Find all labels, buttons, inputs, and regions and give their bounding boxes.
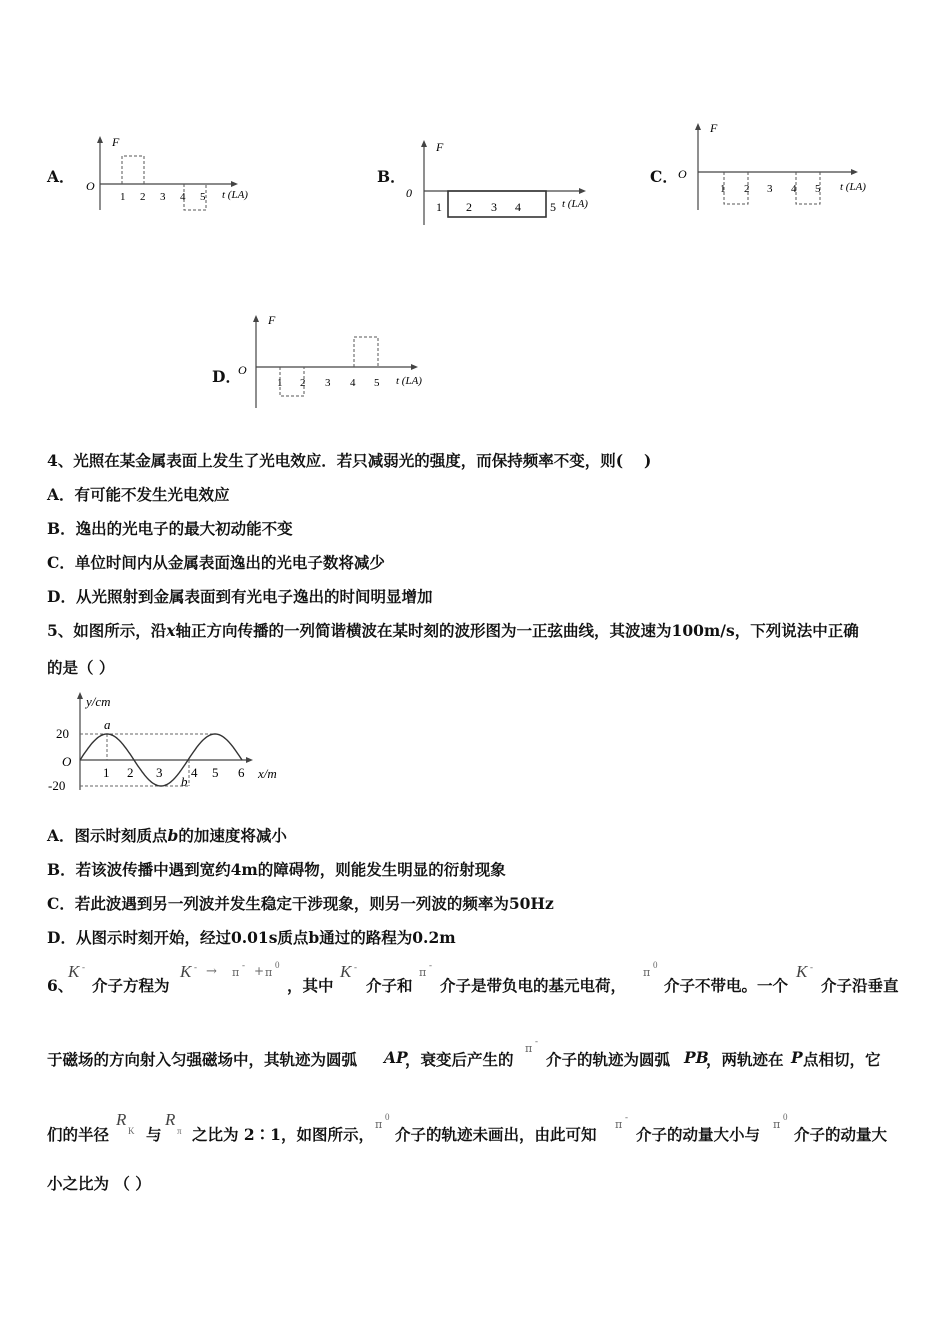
- wave-y-bottom: -20: [48, 778, 66, 793]
- q6-eq-plus: +: [254, 964, 265, 978]
- q5-option-a-text: A．图示时刻质点: [47, 826, 168, 845]
- wave-tick-1: 1: [103, 765, 110, 780]
- q6-eq-pi1: π: [232, 966, 240, 979]
- graph-b-tick-2: 2: [466, 200, 472, 214]
- q6-P: P: [791, 1048, 803, 1067]
- q6-t4: 介子是带负电的基元电荷，: [440, 976, 627, 995]
- wave-tick-6: 6: [238, 765, 245, 780]
- wave-y-top: 20: [56, 726, 69, 741]
- graph-a-axis-label: t (LA): [222, 189, 248, 201]
- q6-t8: ，衰变后产生的: [405, 1050, 514, 1069]
- q4-option-c: C．单位时间内从金属表面逸出的光电子数将减少: [47, 553, 385, 572]
- option-d-label: D．: [212, 367, 241, 386]
- q6-eq-K: K: [180, 962, 192, 981]
- q4-stem: 4、光照在某金属表面上发生了光电效应．若只减弱光的强度，而保持频率不变，则( ): [47, 451, 652, 470]
- graph-c-tick-5: 5: [815, 183, 821, 195]
- q6-t10: ，两轨迹在: [706, 1050, 784, 1069]
- q6-Rpi-sub: π: [177, 1126, 182, 1136]
- graph-a-tick-2: 2: [140, 191, 146, 203]
- graph-a: [82, 130, 272, 220]
- q6-eq-K-sup: -: [194, 962, 197, 972]
- q6-num: 6、: [47, 976, 74, 995]
- q6-t15: 介子的轨迹未画出，由此可知: [395, 1125, 597, 1144]
- q6-pi-a: π: [419, 966, 427, 979]
- wave-origin: O: [62, 754, 72, 769]
- q6-t6: 介子沿垂直: [821, 976, 899, 995]
- q6-AP: AP: [384, 1048, 408, 1067]
- q6-pi-e-sup: -: [625, 1112, 628, 1122]
- wave-tick-3: 3: [156, 765, 163, 780]
- wave-xlabel: x/m: [258, 766, 277, 781]
- graph-c-tick-1: 1: [720, 183, 726, 195]
- q6-t14: 之比为 2∶1，如图所示，: [192, 1125, 374, 1144]
- q6-eq-pi1-sup: -: [242, 960, 245, 970]
- graph-a-tick-1: 1: [120, 191, 126, 203]
- q5-option-d: D．从图示时刻开始，经过0.01s质点b通过的路程为0.2m: [47, 928, 456, 947]
- option-a-label: A．: [47, 167, 75, 186]
- graph-b: [402, 135, 612, 230]
- graph-c-axis-label: t (LA): [840, 181, 866, 193]
- graph-d-f: F: [268, 313, 276, 327]
- q6-t12: 们的半径: [47, 1125, 110, 1144]
- graph-b-axis-label: t (LA): [562, 198, 588, 210]
- graph-b-origin: 0: [406, 186, 412, 200]
- graph-b-tick-4: 4: [515, 200, 521, 214]
- q6-eq-pi2: π: [265, 966, 273, 979]
- option-c-label: C．: [650, 167, 678, 186]
- q6-pi-d-sup: 0: [385, 1112, 390, 1122]
- q4-option-d: D．从光照射到金属表面到有光电子逸出的时间明显增加: [47, 587, 433, 606]
- graph-d-origin: O: [238, 363, 247, 377]
- q6-t1: 介子方程为: [92, 976, 170, 995]
- q6-pi-a-sup: -: [429, 960, 432, 970]
- graph-c-f: F: [710, 121, 718, 135]
- q6-t9: 介子的轨迹为圆弧: [546, 1050, 671, 1069]
- wave-tick-4: 4: [191, 765, 198, 780]
- q6-pi-f-sup: 0: [783, 1112, 788, 1122]
- q6-Rpi: R: [165, 1110, 176, 1129]
- wave-point-a: a: [104, 717, 111, 732]
- option-b-label: B．: [377, 167, 406, 186]
- graph-a-origin: O: [86, 179, 95, 193]
- q6-pi-f: π: [773, 1118, 781, 1131]
- q6-t13: 与: [146, 1125, 162, 1144]
- graph-c-tick-4: 4: [791, 183, 797, 195]
- graph-d-tick-4: 4: [350, 377, 356, 389]
- q6-t5: 介子不带电。一个: [664, 976, 789, 995]
- q5-stem-line1: [47, 619, 859, 641]
- q6-K1-sup: -: [82, 962, 85, 972]
- q5-stem-part1: 5、如图所示，沿: [47, 621, 167, 640]
- graph-b-tick-5: 5: [550, 200, 556, 214]
- graph-d-tick-2: 2: [300, 377, 306, 389]
- q5-stem-line2: 的是（ ）: [47, 658, 115, 677]
- graph-c-tick-3: 3: [767, 183, 773, 195]
- wave-ylabel: y/cm: [86, 694, 111, 709]
- q6-RK-sub: K: [128, 1126, 135, 1136]
- q6-RK: R: [116, 1110, 127, 1129]
- graph-c-origin: O: [678, 167, 687, 181]
- graph-a-tick-5: 5: [200, 191, 206, 203]
- wave-tick-5: 5: [212, 765, 219, 780]
- graph-d-tick-3: 3: [325, 377, 331, 389]
- q6-pi-c: π: [525, 1042, 533, 1055]
- q6-pi-e: π: [615, 1118, 623, 1131]
- q6-t17: 介子的动量大: [794, 1125, 888, 1144]
- graph-a-f: F: [112, 135, 120, 149]
- q5-option-a: [47, 824, 287, 846]
- q5-option-a-b: b: [167, 826, 179, 845]
- graph-a-tick-4: 4: [180, 191, 186, 203]
- wave-point-b: b: [181, 774, 188, 789]
- q5-option-c: C．若此波遇到另一列波并发生稳定干涉现象，则另一列波的频率为50Hz: [47, 894, 554, 913]
- q6-K2: K: [340, 962, 352, 981]
- q6-pi-d: π: [375, 1118, 383, 1131]
- q6-pi-b: π: [643, 966, 651, 979]
- q6-t2: ，其中: [287, 976, 334, 995]
- q4-option-b: B．逸出的光电子的最大初动能不变: [47, 519, 293, 538]
- q6-pi-b-sup: 0: [653, 960, 658, 970]
- q6-t11: 点相切，它: [803, 1050, 881, 1069]
- graph-d: [236, 310, 446, 410]
- graph-c-tick-2: 2: [744, 183, 750, 195]
- graph-b-tick-1: 1: [436, 200, 442, 214]
- graph-b-tick-3: 3: [491, 200, 497, 214]
- q6-K3: K: [796, 962, 808, 981]
- wave-figure: [44, 690, 289, 795]
- graph-a-tick-3: 3: [160, 191, 166, 203]
- q6-K3-sup: -: [810, 962, 813, 972]
- graph-d-axis-label: t (LA): [396, 375, 422, 387]
- q6-pi-c-sup: -: [535, 1036, 538, 1046]
- q5-option-b: B．若该波传播中遇到宽约4m的障碍物，则能发生明显的衍射现象: [47, 860, 506, 879]
- graph-b-f: F: [436, 140, 444, 154]
- q6-K1: K: [68, 962, 80, 981]
- q5-option-a-tail: 的加速度将减小: [178, 826, 287, 845]
- q5-stem-x: x: [166, 621, 176, 640]
- q6-t18: 小之比为 （ ）: [47, 1174, 151, 1193]
- q5-stem-part2: 轴正方向传播的一列简谐横波在某时刻的波形图为一正弦曲线，其波速为100m/s，下列说法中正确: [175, 621, 859, 640]
- graph-d-tick-5: 5: [374, 377, 380, 389]
- graph-c: [672, 118, 887, 218]
- q4-option-a: A．有可能不发生光电效应: [47, 485, 230, 504]
- q6-t16: 介子的动量大小与: [636, 1125, 761, 1144]
- q6-t3: 介子和: [366, 976, 413, 995]
- q6-eq-arrow: →: [206, 964, 217, 979]
- wave-tick-2: 2: [127, 765, 134, 780]
- graph-d-tick-1: 1: [277, 377, 283, 389]
- q6-PB: PB: [684, 1048, 709, 1067]
- q6-t7: 于磁场的方向射入匀强磁场中，其轨迹为圆弧: [47, 1050, 358, 1069]
- q6-K2-sup: -: [354, 962, 357, 972]
- q6-eq-pi2-sup: 0: [275, 960, 280, 970]
